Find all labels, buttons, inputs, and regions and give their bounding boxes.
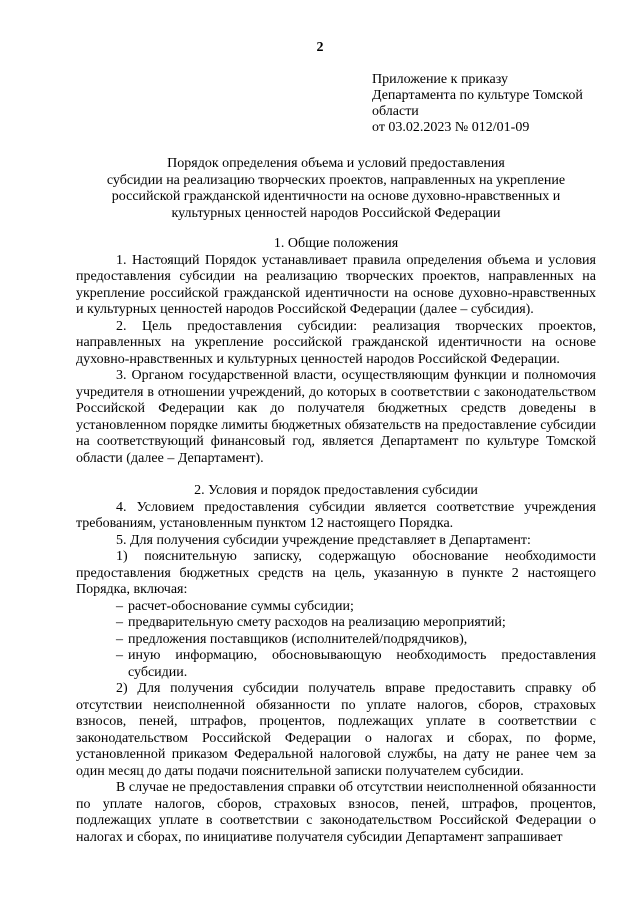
list-item bbox=[76, 648, 596, 681]
document-body bbox=[76, 236, 596, 846]
appendix-line: области bbox=[372, 104, 419, 119]
appendix-line: Департамента по культуре Томской bbox=[372, 88, 583, 103]
section-heading-general: 1. Общие положения bbox=[273, 236, 399, 251]
paragraph-tax-certificate: В случае не предоставления справки об отсутствии неисполненной обязанности по уплате налогов, сборов, страховых взносов, пеней, штрафов, процентов, подлежащих уплате в соответствии с законодательством Российской Федерации о налогах и сборах, по инициативе получателя субсидии Департамент запрашивает bbox=[76, 780, 596, 845]
dash-marker: – bbox=[116, 598, 123, 614]
paragraph-4: 4. Условием предоставления субсидии является соответствие учреждения требованиям, установленным пунктом 12 настоящего Порядка. bbox=[76, 499, 596, 531]
list-item bbox=[76, 599, 596, 616]
appendix-block bbox=[372, 72, 612, 136]
dash-marker: – bbox=[116, 631, 123, 647]
title-line: культурных ценностей народов Российской Федерации bbox=[171, 205, 501, 221]
title-line: Порядок определения объема и условий предоставления bbox=[167, 156, 505, 171]
paragraph-5: 5. Для получения субсидии учреждение представляет в Департамент: bbox=[116, 532, 531, 548]
page-number: 2 bbox=[316, 40, 324, 55]
paragraph-2: 2. Цель предоставления субсидии: реализация творческих проектов, направленных на укрепление российской гражданской идентичности на основе духовно-нравственных и культурных ценностей народов Российской Федерации. bbox=[76, 318, 596, 367]
list-item-text: иную информацию, обосновывающую необходимость предоставления субсидии. bbox=[128, 648, 596, 680]
title-line: субсидии на реализацию творческих проектов, направленных на укрепление bbox=[106, 172, 566, 188]
dash-marker: – bbox=[116, 615, 123, 630]
list-item-text: предварительную смету расходов на реализацию мероприятий; bbox=[128, 615, 506, 630]
dash-marker: – bbox=[116, 648, 123, 663]
paragraph-5-1: 1) пояснительную записку, содержащую обоснование необходимости предоставления бюджетных средств на цель, указанную в пункте 2 настоящего Порядка, включая: bbox=[76, 549, 596, 597]
list-item-text: предложения поставщиков (исполнителей/подрядчиков), bbox=[128, 631, 468, 647]
paragraph-5-2: 2) Для получения субсидии получатель вправе предоставить справку об отсутствии неисполненной обязанности по уплате налогов, сборов, страховых взносов, пеней, штрафов, процентов, подлежащих уплате в соответствии с законодательством Российской Федерации о налогах и сборах, по форме, установленной приказом Федеральной налоговой службы, на дату не ранее чем за один месяц до даты подачи пояснительной записки получателем субсидии. bbox=[76, 681, 596, 779]
appendix-line: Приложение к приказу bbox=[372, 72, 508, 87]
title-line: российской гражданской идентичности на основе духовно-нравственных и bbox=[111, 189, 561, 204]
document-title bbox=[74, 156, 598, 222]
section-heading-conditions: 2. Условия и порядок предоставления субсидии bbox=[194, 483, 478, 498]
list-item bbox=[76, 632, 596, 649]
list-item-text: расчет-обоснование суммы субсидии; bbox=[128, 598, 354, 614]
list-item bbox=[76, 615, 596, 632]
appendix-line: от 03.02.2023 № 012/01-09 bbox=[372, 120, 530, 135]
paragraph-3: 3. Органом государственной власти, осуществляющим функции и полномочия учредителя в отношении учреждений, до которых в соответствии с законодательством Российской Федерации как до получателя бюджетных средств доведены в установленном порядке лимиты бюджетных обязательств на предоставление субсидии на соответствующий финансовый год, является Департамент по культуре Томской области (далее – Департамент). bbox=[76, 368, 596, 466]
paragraph-1: 1. Настоящий Порядок устанавливает правила определения объема и условия предоставления субсидии на реализацию творческих проектов, направленных на укрепление российской гражданской идентичности на основе духовно-нравственных и культурных ценностей народов Российской Федерации (далее – субсидия). bbox=[76, 252, 596, 317]
